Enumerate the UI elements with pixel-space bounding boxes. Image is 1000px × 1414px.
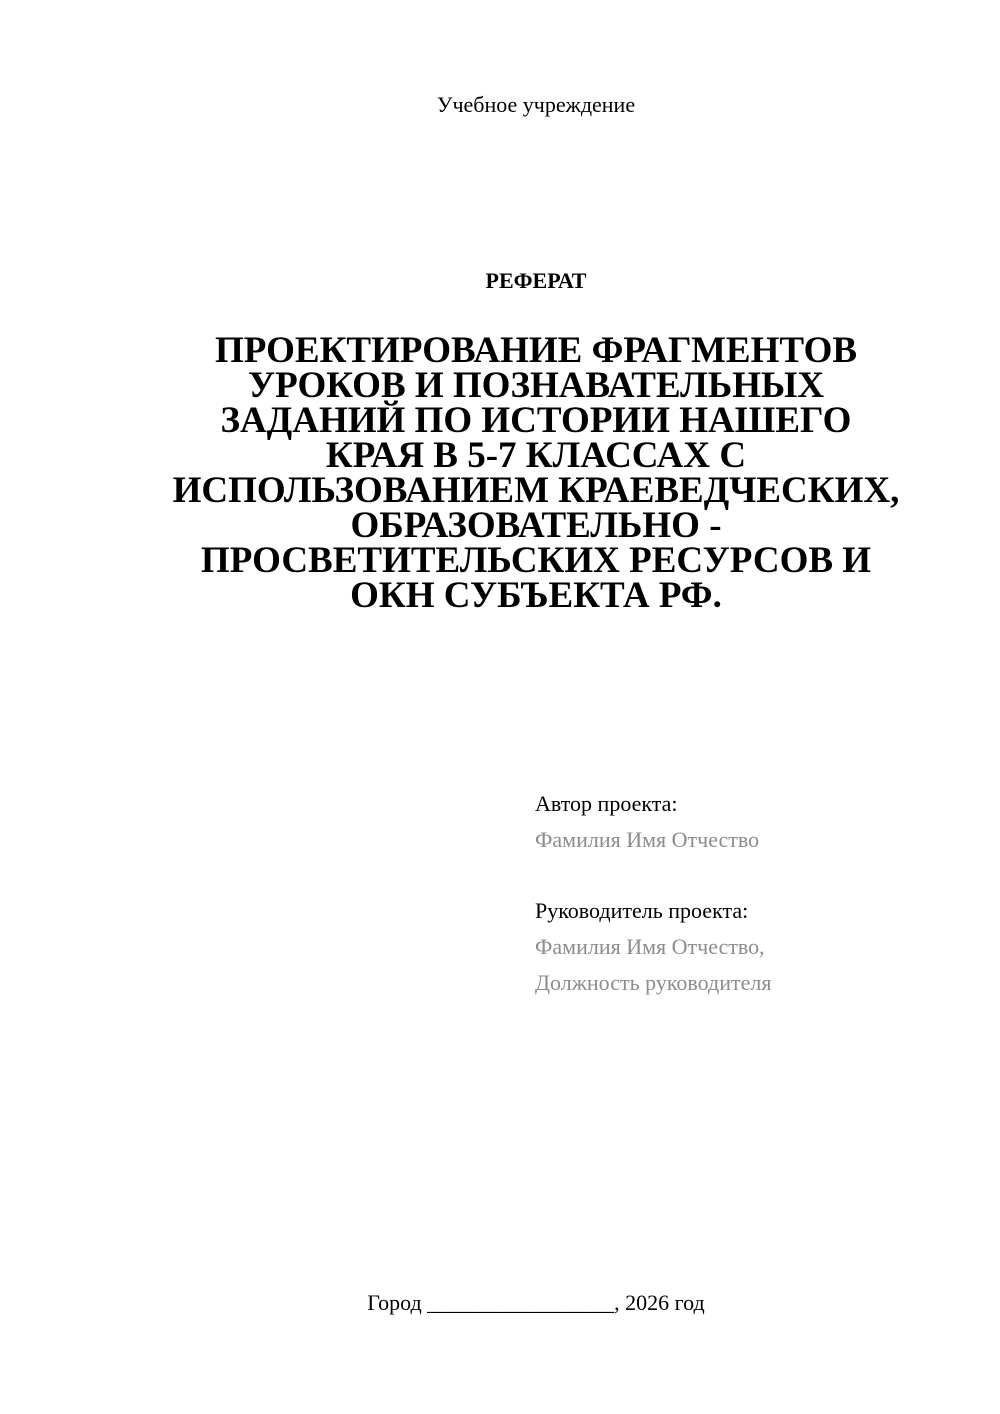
title-line: ОБРАЗОВАТЕЛЬНО - [350, 505, 722, 546]
document-title [120, 330, 952, 616]
title-line: ОКН СУБЪЕКТА РФ. [350, 575, 722, 616]
author-block [535, 786, 759, 858]
title-line: ЗАДАНИЙ ПО ИСТОРИИ НАШЕГО [220, 400, 852, 441]
title-line: ИСПОЛЬЗОВАНИЕМ КРАЕВЕДЧЕСКИХ, [172, 470, 900, 511]
supervisor-label: Руководитель проекта: [535, 898, 749, 923]
supervisor-position-placeholder: Должность руководителя [535, 970, 772, 995]
title-line: УРОКОВ И ПОЗНАВАТЕЛЬНЫХ [247, 365, 825, 406]
document-type: РЕФЕРАТ [485, 268, 587, 293]
title-line: ПРОСВЕТИТЕЛЬСКИХ РЕСУРСОВ И [200, 540, 872, 581]
title-line: ПРОЕКТИРОВАНИЕ ФРАГМЕНТОВ [214, 330, 858, 371]
institution-name: Учебное учреждение [436, 92, 636, 117]
author-label: Автор проекта: [535, 791, 678, 816]
supervisor-name-placeholder: Фамилия Имя Отчество, [535, 934, 765, 959]
city-year-footer: Город _________________, 2026 год [367, 1290, 705, 1315]
supervisor-block [535, 893, 771, 1001]
author-name-placeholder: Фамилия Имя Отчество [535, 827, 760, 852]
title-line: КРАЯ В 5-7 КЛАССАХ С [325, 435, 747, 476]
